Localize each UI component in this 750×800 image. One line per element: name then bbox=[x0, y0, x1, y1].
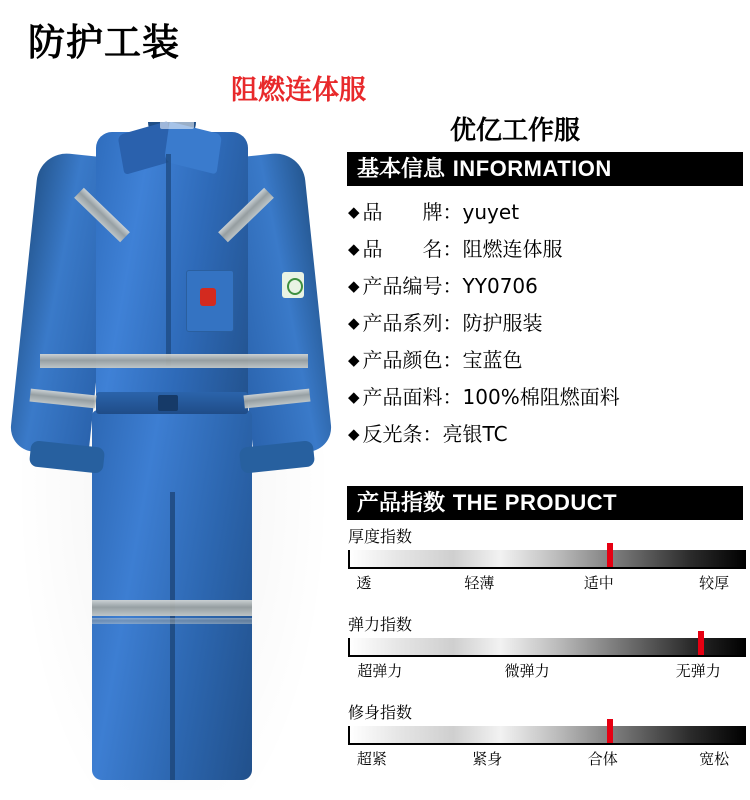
section-header-information bbox=[347, 152, 743, 186]
index-fit-labels bbox=[348, 748, 746, 770]
index-thickness-label-2: 适中 bbox=[583, 574, 614, 592]
info-row-name bbox=[348, 233, 748, 270]
basic-information-list bbox=[348, 196, 748, 455]
garment-placket bbox=[166, 154, 171, 366]
info-value-model: YY0706 bbox=[462, 274, 538, 298]
index-thickness-label-0: 透 bbox=[356, 574, 372, 592]
index-fit-label-2: 合体 bbox=[587, 750, 618, 768]
index-elasticity-labels bbox=[348, 660, 746, 682]
info-panel bbox=[340, 0, 750, 800]
index-fit-title: 修身指数 bbox=[348, 703, 413, 722]
info-row-model bbox=[348, 270, 748, 307]
headline-main: 防护工装 bbox=[28, 21, 180, 64]
index-thickness-labels bbox=[348, 572, 746, 594]
diamond-bullet-icon: ◆ bbox=[348, 314, 360, 332]
flame-badge-icon bbox=[200, 288, 216, 306]
info-row-fabric bbox=[348, 381, 748, 418]
info-value-color: 宝蓝色 bbox=[462, 348, 523, 372]
reflective-strip-knee-secondary bbox=[92, 618, 252, 624]
section-header-product-cn: 产品指数 bbox=[357, 491, 446, 516]
garment-buckle bbox=[158, 395, 178, 411]
info-value-fabric: 100%棉阻燃面料 bbox=[462, 385, 620, 409]
index-elasticity-label-0: 超弹力 bbox=[357, 662, 403, 680]
index-thickness-track[interactable] bbox=[348, 550, 746, 569]
headline-sub: 阻燃连体服 bbox=[231, 75, 366, 106]
index-thickness bbox=[348, 524, 746, 594]
info-value-series: 防护服装 bbox=[462, 311, 543, 335]
diamond-bullet-icon: ◆ bbox=[348, 240, 360, 258]
index-fit-label-1: 紧身 bbox=[472, 750, 503, 768]
info-row-reflective bbox=[348, 418, 748, 455]
index-elasticity-label-2: 无弹力 bbox=[675, 662, 721, 680]
brand-title: 优亿工作服 bbox=[450, 116, 581, 146]
section-header-information-en: INFORMATION bbox=[452, 156, 612, 181]
info-row-color bbox=[348, 344, 748, 381]
index-fit-label-3: 宽松 bbox=[699, 750, 730, 768]
section-header-product-en: THE PRODUCT bbox=[452, 490, 618, 515]
diamond-bullet-icon: ◆ bbox=[348, 425, 360, 443]
section-header-information-cn: 基本信息 bbox=[357, 157, 446, 182]
garment-brand-tag bbox=[160, 120, 194, 129]
info-value-name: 阻燃连体服 bbox=[462, 237, 563, 261]
index-thickness-label-1: 轻薄 bbox=[464, 574, 495, 592]
garment-leg-seam bbox=[170, 492, 175, 780]
info-label-reflective: 反光条： bbox=[362, 422, 443, 446]
info-row-brand bbox=[348, 196, 748, 233]
info-label-model: 产品编号： bbox=[362, 274, 463, 298]
diamond-bullet-icon: ◆ bbox=[348, 351, 360, 369]
index-elasticity-label-1: 微弹力 bbox=[504, 662, 550, 680]
info-label-fabric: 产品面料： bbox=[362, 385, 463, 409]
index-fit bbox=[348, 700, 746, 770]
index-fit-track[interactable] bbox=[348, 726, 746, 745]
diamond-bullet-icon: ◆ bbox=[348, 388, 360, 406]
index-thickness-label-3: 较厚 bbox=[699, 574, 730, 592]
index-elasticity-track[interactable] bbox=[348, 638, 746, 657]
info-label-brand: 品 牌： bbox=[362, 200, 463, 224]
index-thickness-marker[interactable] bbox=[607, 543, 613, 567]
info-label-series: 产品系列： bbox=[362, 311, 463, 335]
reflective-strip-chest bbox=[40, 354, 308, 368]
section-header-product bbox=[347, 486, 743, 520]
index-fit-marker[interactable] bbox=[607, 719, 613, 743]
info-value-reflective: 亮银TC bbox=[442, 422, 508, 446]
diamond-bullet-icon: ◆ bbox=[348, 203, 360, 221]
info-label-name: 品 名： bbox=[362, 237, 463, 261]
info-value-brand: yuyet bbox=[462, 200, 520, 224]
index-elasticity bbox=[348, 612, 746, 682]
reflective-strip-knee bbox=[92, 600, 252, 616]
index-elasticity-title: 弹力指数 bbox=[348, 615, 413, 634]
index-elasticity-marker[interactable] bbox=[698, 631, 704, 655]
logo-patch-icon bbox=[282, 272, 304, 298]
diamond-bullet-icon: ◆ bbox=[348, 277, 360, 295]
product-photo bbox=[0, 92, 340, 792]
info-label-color: 产品颜色： bbox=[362, 348, 463, 372]
index-thickness-title: 厚度指数 bbox=[348, 527, 413, 546]
index-fit-label-0: 超紧 bbox=[356, 750, 387, 768]
info-row-series bbox=[348, 307, 748, 344]
